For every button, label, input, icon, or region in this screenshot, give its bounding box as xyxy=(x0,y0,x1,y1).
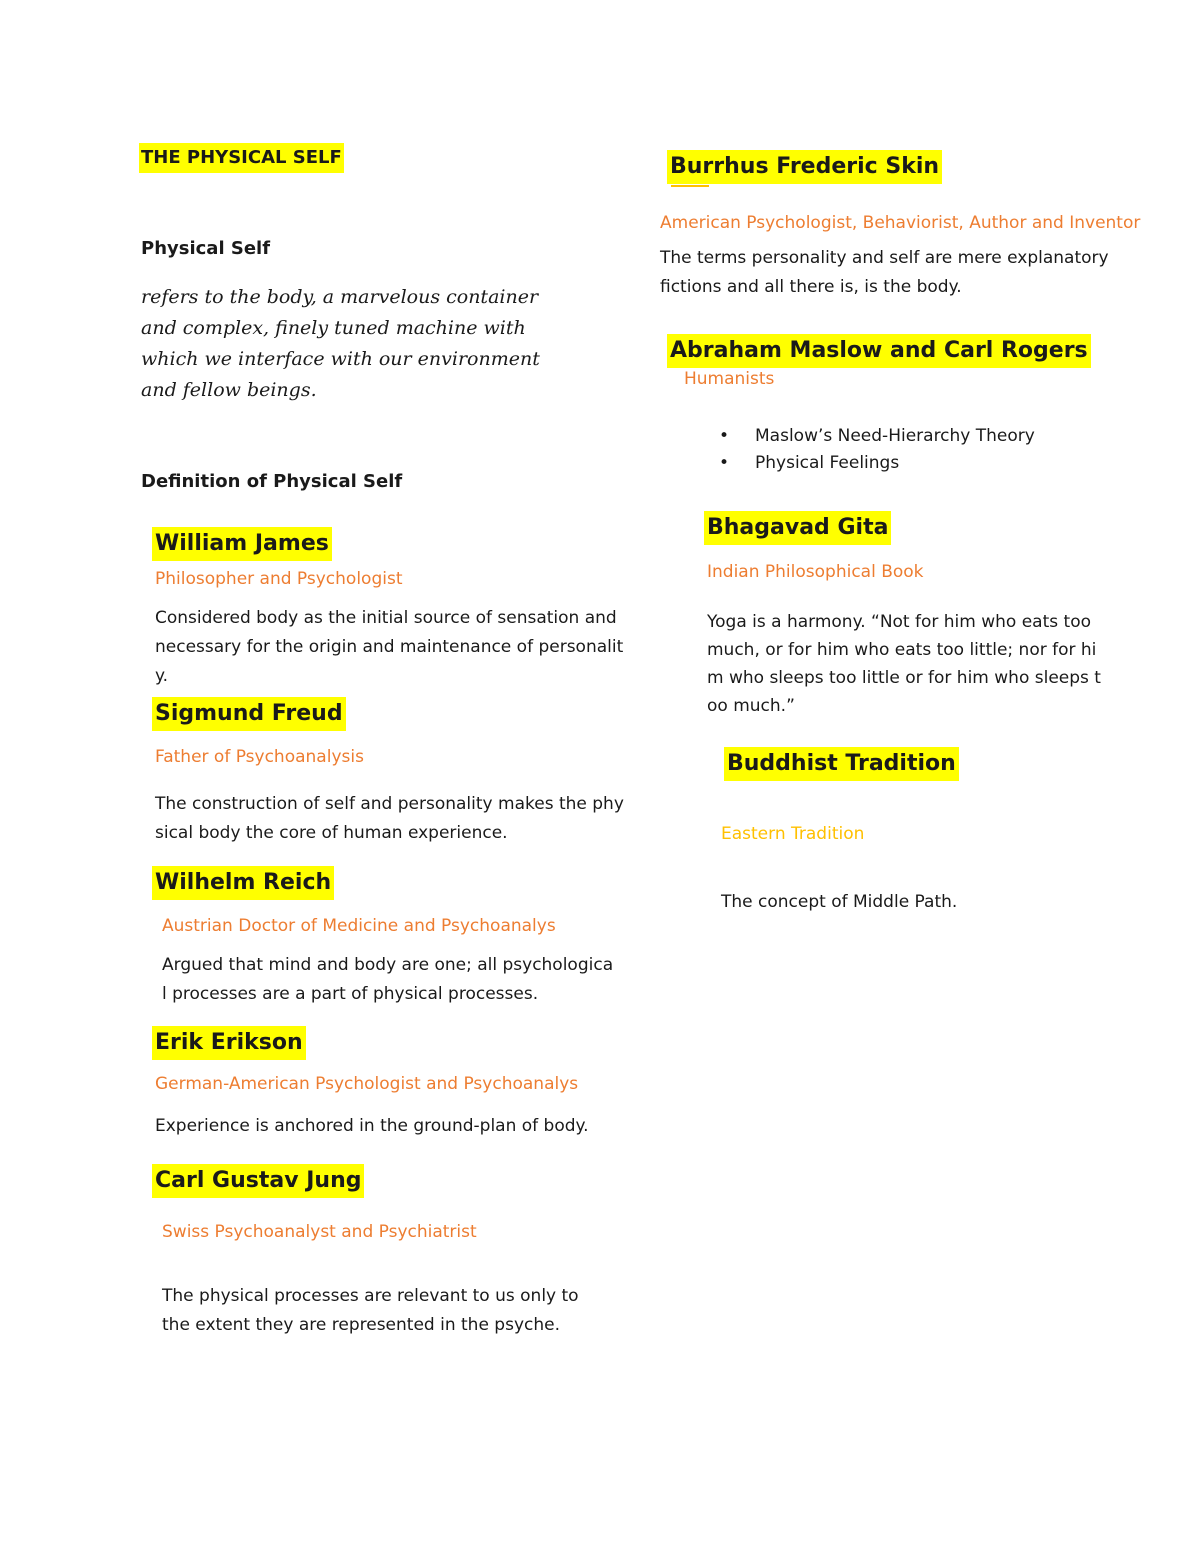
description-line: Argued that mind and body are one; all psychologica xyxy=(162,955,614,975)
entry-role: American Psychologist, Behaviorist, Author and Inventor xyxy=(660,213,1141,233)
description-line: Experience is anchored in the ground-plan of body. xyxy=(155,1116,589,1136)
description-line: Yoga is a harmony. “Not for him who eats too xyxy=(707,612,1091,632)
description-line: Considered body as the initial source of sensation and xyxy=(155,608,617,628)
entry-description xyxy=(155,604,655,691)
entry-name-erik-erikson: Erik Erikson xyxy=(152,1026,306,1060)
description-line: The concept of Middle Path. xyxy=(721,892,958,912)
definition-heading: Definition of Physical Self xyxy=(141,471,403,492)
entry-role: Eastern Tradition xyxy=(721,824,865,844)
entry-role: Indian Philosophical Book xyxy=(707,562,924,582)
description-line: y. xyxy=(155,666,169,686)
entry-description xyxy=(707,608,1147,720)
entry-description xyxy=(155,1112,655,1141)
entry-name-carl-gustav-jung: Carl Gustav Jung xyxy=(152,1164,364,1198)
entry-description xyxy=(162,1282,662,1340)
entry-role: German-American Psychologist and Psychoanalys xyxy=(155,1074,579,1094)
definition-line: refers to the body, a marvelous container xyxy=(141,286,539,308)
bullet-icon: • xyxy=(719,426,730,446)
description-line: much, or for him who eats too little; nor for hi xyxy=(707,640,1097,660)
entry-name-burrhus-frederic-skin: Burrhus Frederic Skin xyxy=(667,150,942,184)
entry-name-sigmund-freud: Sigmund Freud xyxy=(152,697,346,731)
physical-self-definition xyxy=(141,282,561,406)
description-line: fictions and all there is, is the body. xyxy=(660,277,962,297)
description-line: sical body the core of human experience. xyxy=(155,823,508,843)
entry-description xyxy=(162,951,662,1009)
description-line: The construction of self and personality makes the phy xyxy=(155,794,624,814)
bullet-icon: • xyxy=(719,453,730,473)
entry-name-wilhelm-reich: Wilhelm Reich xyxy=(152,866,334,900)
entry-name-william-james: William James xyxy=(152,527,332,561)
description-line: m who sleeps too little or for him who sleeps t xyxy=(707,668,1101,688)
humanists-bullet-list xyxy=(719,423,1035,477)
definition-line: and complex, finely tuned machine with xyxy=(141,317,526,339)
entry-role: Father of Psychoanalysis xyxy=(155,747,364,767)
entry-role: Humanists xyxy=(684,369,775,389)
description-line: the extent they are represented in the psyche. xyxy=(162,1315,560,1335)
highlight-underline-mark xyxy=(671,185,709,187)
entry-name-maslow-rogers: Abraham Maslow and Carl Rogers xyxy=(667,334,1091,368)
definition-line: and fellow beings. xyxy=(141,379,317,401)
entry-role: Philosopher and Psychologist xyxy=(155,569,403,589)
list-item xyxy=(719,450,1035,477)
description-line: necessary for the origin and maintenance of personalit xyxy=(155,637,624,657)
description-line: oo much.” xyxy=(707,696,795,716)
entry-description xyxy=(155,790,655,848)
entry-name-buddhist-tradition: Buddhist Tradition xyxy=(724,747,959,781)
entry-description xyxy=(660,244,1160,302)
physical-self-heading: Physical Self xyxy=(141,238,271,259)
description-line: l processes are a part of physical processes. xyxy=(162,984,539,1004)
description-line: The physical processes are relevant to us only to xyxy=(162,1286,579,1306)
list-item xyxy=(719,423,1035,450)
entry-role: Austrian Doctor of Medicine and Psychoanalys xyxy=(162,916,556,936)
entry-role: Swiss Psychoanalyst and Psychiatrist xyxy=(162,1222,477,1242)
entry-name-bhagavad-gita: Bhagavad Gita xyxy=(704,511,891,545)
entry-description xyxy=(721,888,1161,917)
list-item-text: Maslow’s Need-Hierarchy Theory xyxy=(755,426,1035,446)
description-line: The terms personality and self are mere explanatory xyxy=(660,248,1109,268)
definition-line: which we interface with our environment xyxy=(141,348,540,370)
document-title: THE PHYSICAL SELF xyxy=(139,143,344,173)
list-item-text: Physical Feelings xyxy=(755,453,900,473)
